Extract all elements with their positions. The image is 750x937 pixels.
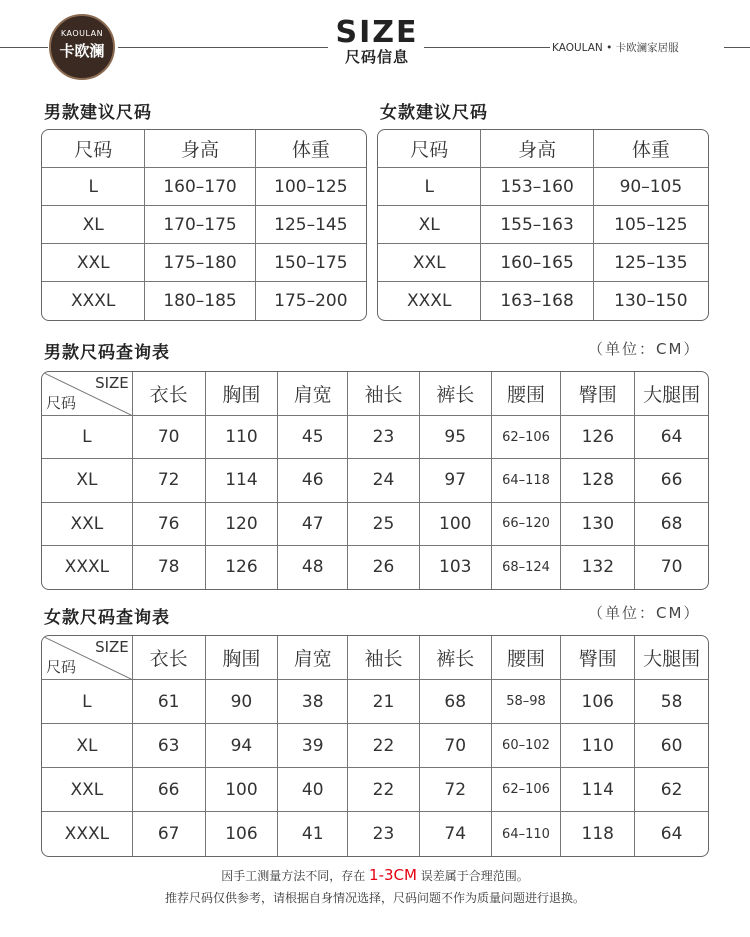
column-header: 胸围: [206, 636, 279, 680]
column-header: 身高: [145, 130, 255, 168]
value-cell: 153–160: [481, 168, 593, 206]
value-cell: 62: [635, 768, 708, 812]
corner-size-label: SIZE: [95, 638, 129, 656]
value-cell: 68: [635, 503, 708, 546]
size-cell: XXL: [42, 503, 133, 546]
size-cell: L: [42, 416, 133, 459]
column-header: 肩宽: [278, 636, 348, 680]
header-row: [378, 130, 708, 168]
column-header: 腰围: [492, 372, 562, 416]
value-cell: 106: [561, 680, 635, 724]
corner-header-cell: [42, 636, 133, 680]
header-rule-right: [724, 47, 750, 48]
value-cell: 25: [348, 503, 420, 546]
column-header: 肩宽: [278, 372, 348, 416]
value-cell: 21: [348, 680, 420, 724]
value-cell: 114: [561, 768, 635, 812]
value-cell: 163–168: [481, 282, 593, 320]
header-rule-mid-right: [424, 47, 550, 48]
header-row: [42, 130, 366, 168]
logo-english-text: KAOULAN: [60, 29, 104, 38]
value-cell: 114: [206, 459, 279, 502]
value-cell: 132: [561, 546, 635, 589]
footer-error-range: 1-3CM: [369, 866, 417, 884]
corner-header-cell: [42, 372, 133, 416]
value-cell: 126: [206, 546, 279, 589]
table-row: [42, 244, 366, 282]
value-cell: 110: [561, 724, 635, 768]
size-cell: XXL: [378, 244, 481, 282]
value-cell: 118: [561, 812, 635, 856]
value-cell: 128: [561, 459, 635, 502]
size-cell: XXL: [42, 768, 133, 812]
value-cell: 150–175: [256, 244, 366, 282]
column-header: 臀围: [561, 372, 635, 416]
column-header: 身高: [481, 130, 593, 168]
value-cell: 120: [206, 503, 279, 546]
size-cell: XXXL: [42, 812, 133, 856]
footer-note-1: [0, 866, 750, 884]
value-cell: 64: [660, 824, 683, 844]
table-row: [42, 416, 708, 459]
value-cell: 70: [660, 557, 683, 578]
size-cell: XXXL: [378, 282, 481, 320]
value-cell: 126: [561, 416, 635, 459]
column-header: 尺码: [42, 130, 145, 168]
value-cell: 106: [206, 812, 279, 856]
column-header: 胸围: [206, 372, 279, 416]
value-cell: 72: [420, 768, 492, 812]
column-header: 裤长: [420, 372, 492, 416]
header-rule-mid-left: [118, 47, 328, 48]
value-cell: 130–150: [614, 291, 688, 311]
size-cell: XXXL: [42, 546, 133, 589]
men-measure-unit: （单位：CM）: [588, 340, 701, 358]
value-cell: 100: [420, 503, 492, 546]
value-cell: 100: [206, 768, 279, 812]
value-cell: 23: [348, 416, 420, 459]
value-cell: 66: [133, 768, 206, 812]
women-measure-table: [41, 635, 709, 857]
column-header: 衣长: [133, 636, 206, 680]
value-cell: 58–98: [492, 680, 562, 724]
value-cell: 180–185: [145, 282, 255, 320]
value-cell: 22: [348, 768, 420, 812]
size-cell: XL: [378, 206, 481, 244]
value-cell: 130: [561, 503, 635, 546]
value-cell: 45: [278, 416, 348, 459]
table-row: [378, 282, 708, 320]
value-cell: 66–120: [492, 503, 562, 546]
logo-chinese-text: 卡欧澜: [59, 42, 105, 60]
header-row: [42, 636, 708, 680]
column-header: 尺码: [378, 130, 481, 168]
value-cell: 74: [420, 812, 492, 856]
title-subtitle: 尺码信息: [344, 48, 409, 66]
table-row: [42, 768, 708, 812]
table-row: [42, 206, 366, 244]
men-recommend-title: 男款建议尺码: [44, 103, 152, 123]
value-cell: 155–163: [481, 206, 593, 244]
column-header: 大腿围: [635, 636, 708, 680]
value-cell: 105–125: [594, 206, 708, 244]
size-cell: XXXL: [42, 282, 145, 320]
value-cell: 62–106: [492, 416, 562, 459]
table-row: [42, 546, 708, 589]
table-row: [42, 503, 708, 546]
value-cell: 175–180: [145, 244, 255, 282]
value-cell: 58: [635, 680, 708, 724]
value-cell: 63: [133, 724, 206, 768]
women-measure-title: 女款尺码查询表: [44, 608, 170, 628]
value-cell: 60–102: [492, 724, 562, 768]
value-cell: 64: [635, 416, 708, 459]
value-cell: 64–110: [492, 812, 562, 856]
table-row: [42, 282, 366, 320]
value-cell: 38: [278, 680, 348, 724]
value-cell: 40: [278, 768, 348, 812]
table-row: [42, 459, 708, 502]
column-header: 袖长: [348, 636, 420, 680]
women-measure-unit: （单位：CM）: [588, 604, 701, 622]
value-cell: 46: [278, 459, 348, 502]
size-cell: L: [42, 168, 145, 206]
footer-note-1-prefix: 因手工测量方法不同，存在: [221, 869, 366, 883]
value-cell: 90: [206, 680, 279, 724]
value-cell: 97: [420, 459, 492, 502]
table-row: [42, 680, 708, 724]
value-cell: 110: [206, 416, 279, 459]
value-cell: 47: [278, 503, 348, 546]
corner-code-label: 尺码: [46, 394, 77, 413]
title-size: SIZE: [335, 15, 419, 50]
size-cell: XXL: [42, 244, 145, 282]
men-measure-table: [41, 371, 709, 590]
size-cell: XL: [42, 206, 145, 244]
table-row: [42, 724, 708, 768]
women-recommend-table: [377, 129, 709, 321]
column-header: 体重: [594, 130, 708, 168]
page-title: [330, 15, 424, 66]
footer-note-1-suffix: 误差属于合理范围。: [420, 869, 529, 883]
brand-line: KAOULAN • 卡欧澜家居服: [552, 42, 679, 54]
header-rule-left: [0, 47, 48, 48]
brand-logo: [49, 14, 115, 80]
table-row: [42, 168, 366, 206]
value-cell: 61: [133, 680, 206, 724]
value-cell: 160–170: [145, 168, 255, 206]
table-row: [378, 244, 708, 282]
column-header: 腰围: [492, 636, 562, 680]
corner-size-label: SIZE: [95, 374, 129, 392]
value-cell: 68–124: [492, 546, 562, 589]
value-cell: 66: [635, 459, 708, 502]
value-cell: 48: [278, 546, 348, 589]
value-cell: 175–200: [274, 291, 348, 311]
value-cell: 68: [420, 680, 492, 724]
column-header: 衣长: [133, 372, 206, 416]
value-cell: 170–175: [145, 206, 255, 244]
corner-code-label: 尺码: [46, 658, 77, 676]
footer-note-2: 推荐尺码仅供参考，请根据自身情况选择，尺码问题不作为质量问题进行退换。: [164, 891, 585, 905]
value-cell: 22: [348, 724, 420, 768]
value-cell: 41: [278, 812, 348, 856]
value-cell: 90–105: [594, 168, 708, 206]
value-cell: 62–106: [492, 768, 562, 812]
value-cell: 100–125: [256, 168, 366, 206]
value-cell: 94: [206, 724, 279, 768]
value-cell: 72: [133, 459, 206, 502]
column-header: 袖长: [348, 372, 420, 416]
value-cell: 64–118: [492, 459, 562, 502]
value-cell: 78: [133, 546, 206, 589]
size-cell: XL: [42, 724, 133, 768]
value-cell: 24: [348, 459, 420, 502]
column-header: 体重: [256, 130, 366, 168]
table-row: [378, 206, 708, 244]
value-cell: 60: [635, 724, 708, 768]
header-row: [42, 372, 708, 416]
value-cell: 125–135: [594, 244, 708, 282]
column-header: 大腿围: [635, 372, 708, 416]
value-cell: 70: [133, 416, 206, 459]
size-cell: L: [378, 168, 481, 206]
value-cell: 103: [420, 546, 492, 589]
value-cell: 67: [133, 812, 206, 856]
value-cell: 26: [348, 546, 420, 589]
column-header: 臀围: [561, 636, 635, 680]
table-row: [42, 812, 708, 856]
value-cell: 76: [133, 503, 206, 546]
men-measure-title: 男款尺码查询表: [44, 343, 170, 363]
women-recommend-title: 女款建议尺码: [380, 103, 488, 123]
value-cell: 23: [348, 812, 420, 856]
size-cell: XL: [42, 459, 133, 502]
men-recommend-table: [41, 129, 367, 321]
value-cell: 160–165: [481, 244, 593, 282]
table-row: [378, 168, 708, 206]
value-cell: 70: [420, 724, 492, 768]
value-cell: 95: [420, 416, 492, 459]
value-cell: 39: [278, 724, 348, 768]
size-cell: L: [42, 680, 133, 724]
column-header: 裤长: [420, 636, 492, 680]
value-cell: 125–145: [256, 206, 366, 244]
